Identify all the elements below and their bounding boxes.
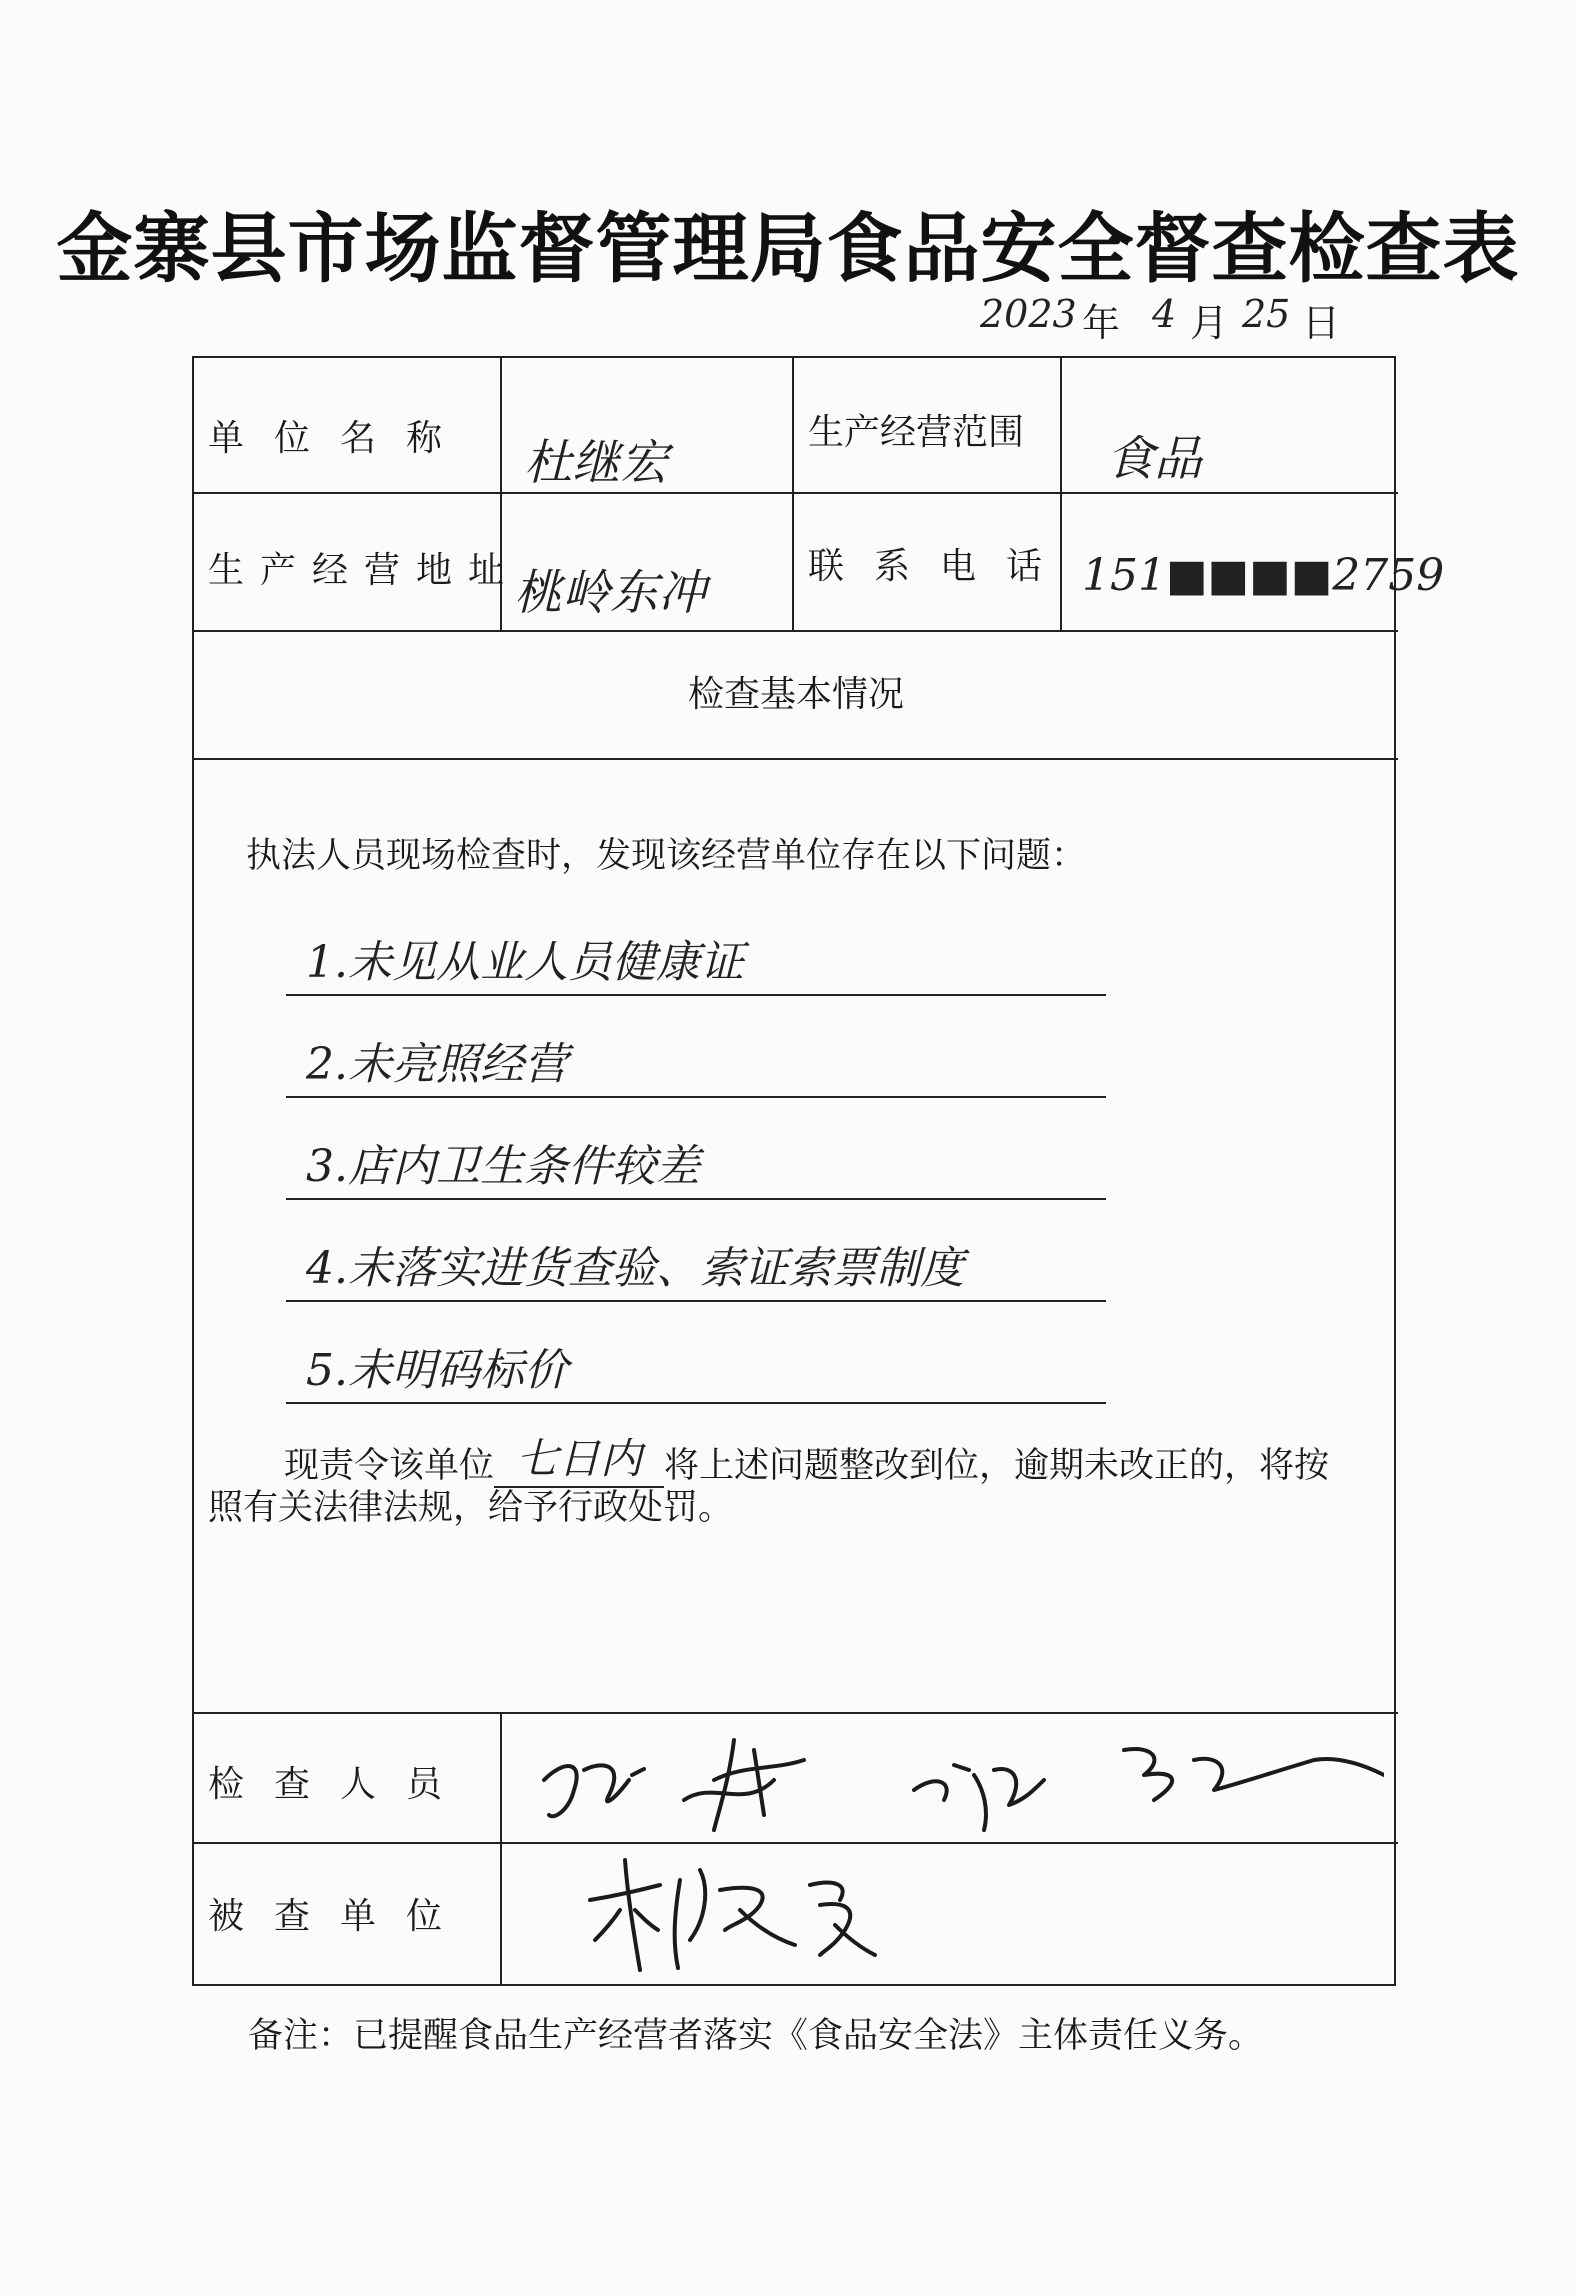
inspection-date [980,292,1400,352]
order-continuation: 照有关法律法规，给予行政处罚。 [208,1488,734,1528]
issue-line [286,932,1106,996]
order-suffix: 将上述问题整改到位，逾期未改正的，将按 [664,1446,1330,1486]
column-divider [500,1712,502,1984]
date-day: 25 [1242,292,1291,336]
inspector-signatures [514,1720,1384,1838]
document-title: 金寨县市场监督管理局食品安全督查检查表 [56,204,1520,293]
issue-text: 1.未见从业人员健康证 [306,937,744,988]
date-month-unit: 月 [1190,301,1229,345]
address-value: 桃岭东冲 [514,565,707,621]
issue-line [286,1136,1106,1200]
inspection-form [192,356,1445,1986]
phone-value: 151■■■■2759 [1082,550,1445,601]
signature-image [580,1850,880,1978]
inspectors-label: 检查人员 [208,1764,473,1805]
issue-line [286,1238,1106,1302]
issue-text: 5.未明码标价 [306,1345,568,1396]
issue-line [286,1034,1106,1098]
row-divider [194,758,1398,760]
issue-text: 3.店内卫生条件较差 [306,1141,700,1192]
row-divider [194,1712,1398,1714]
address-label: 生产经营地址 [208,550,521,591]
column-divider [1060,358,1062,630]
section-title: 检查基本情况 [687,674,904,715]
date-day-unit: 日 [1302,301,1341,345]
signature-image [514,1720,1384,1838]
intro-text: 执法人员现场检查时，发现该经营单位存在以下问题： [246,836,1087,876]
issue-line [286,1340,1106,1404]
deadline-blank [494,1426,664,1488]
phone-label: 联系电话 [808,546,1073,587]
date-year: 2023 [980,292,1077,336]
order-prefix: 现责令该单位 [284,1446,495,1486]
footer-note: 备注：已提醒食品生产经营者落实《食品安全法》主体责任义务。 [248,2016,1264,2056]
inspected-label: 被查单位 [208,1896,473,1937]
date-year-unit: 年 [1082,301,1121,345]
row-divider [194,1842,1398,1844]
date-month: 4 [1152,292,1177,336]
row-divider [194,492,1398,494]
scope-label: 生产经营范围 [808,412,1025,453]
scope-value: 食品 [1106,431,1203,487]
issue-text: 2.未亮照经营 [306,1039,568,1090]
issue-text: 4.未落实进货查验、索证索票制度 [306,1243,964,1294]
deadline-value: 七日内 [516,1434,643,1483]
unit-name-label: 单位名称 [208,418,473,459]
unit-name-value: 杜继宏 [524,435,669,491]
row-divider [194,630,1398,632]
column-divider [792,358,794,630]
inspected-signature [580,1850,880,1978]
